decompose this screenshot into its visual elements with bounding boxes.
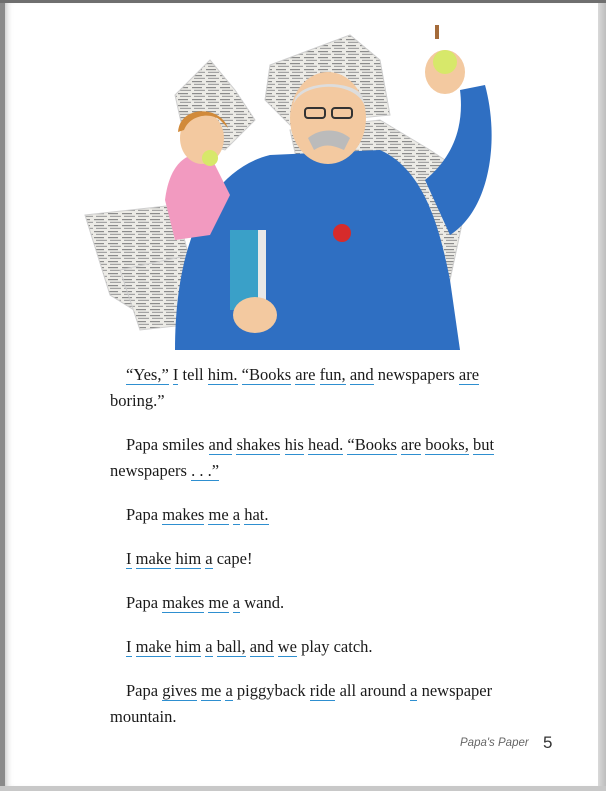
text-segment: piggyback: [232, 681, 310, 700]
highlighted-word[interactable]: a: [225, 681, 233, 700]
text-segment: Papa: [126, 681, 163, 700]
story-paragraph: [110, 590, 510, 616]
highlighted-word[interactable]: me: [201, 681, 222, 700]
highlighted-word[interactable]: make: [135, 549, 172, 568]
highlighted-word[interactable]: and: [208, 435, 233, 454]
highlighted-word[interactable]: but: [472, 435, 495, 454]
highlighted-word[interactable]: “Yes,”: [126, 365, 169, 384]
highlighted-word[interactable]: are: [458, 365, 480, 384]
highlighted-word[interactable]: him: [175, 637, 202, 656]
story-paragraph: [110, 362, 510, 414]
text-segment: [132, 637, 136, 656]
text-segment: cape!: [212, 549, 253, 568]
highlighted-word[interactable]: are: [401, 435, 422, 454]
story-text: [110, 362, 510, 748]
page-right-edge: [598, 3, 606, 791]
highlighted-word[interactable]: and: [249, 637, 274, 656]
page-bottom-edge: [0, 786, 606, 791]
highlighted-word[interactable]: a: [205, 637, 213, 656]
text-segment: wand.: [240, 593, 285, 612]
text-segment: [315, 365, 319, 384]
highlighted-word[interactable]: a: [232, 593, 241, 612]
highlighted-word[interactable]: head.: [307, 435, 344, 454]
story-paragraph: [110, 502, 510, 528]
highlighted-word[interactable]: a: [232, 505, 241, 524]
highlighted-word[interactable]: him.: [207, 365, 238, 384]
story-paragraph: [110, 634, 510, 660]
highlighted-word[interactable]: I: [126, 637, 132, 656]
text-segment: newspapers: [373, 365, 459, 384]
text-segment: [280, 435, 284, 454]
highlighted-word[interactable]: makes: [162, 505, 205, 524]
highlighted-word[interactable]: me: [208, 505, 229, 524]
story-paragraph: [110, 432, 510, 484]
highlighted-word[interactable]: make: [135, 637, 172, 656]
highlighted-word[interactable]: I: [126, 549, 132, 568]
highlighted-word[interactable]: makes: [162, 593, 205, 612]
highlighted-word[interactable]: fun,: [319, 365, 346, 384]
text-segment: Papa smiles: [126, 435, 209, 454]
highlighted-word[interactable]: him: [175, 549, 202, 568]
text-segment: all around: [335, 681, 411, 700]
highlighted-word[interactable]: gives: [162, 681, 198, 700]
highlighted-word[interactable]: shakes: [236, 435, 281, 454]
highlighted-word[interactable]: his: [284, 435, 304, 454]
highlighted-word[interactable]: books,: [425, 435, 469, 454]
illustration-papa-and-girl: [80, 20, 510, 350]
highlighted-word[interactable]: me: [208, 593, 229, 612]
highlighted-word[interactable]: “Books: [347, 435, 397, 454]
text-segment: Papa: [126, 505, 163, 524]
book-title: Papa's Paper: [460, 737, 529, 749]
highlighted-word[interactable]: are: [295, 365, 316, 384]
text-segment: Papa: [126, 593, 163, 612]
highlighted-word[interactable]: we: [277, 637, 297, 656]
text-segment: boring.”: [110, 391, 165, 410]
text-segment: [132, 549, 136, 568]
highlighted-word[interactable]: hat.: [244, 505, 269, 524]
story-paragraph: [110, 546, 510, 572]
page-number: 5: [543, 733, 553, 752]
highlighted-word[interactable]: and: [349, 365, 374, 384]
highlighted-word[interactable]: . . .”: [191, 461, 220, 480]
highlighted-word[interactable]: ball,: [216, 637, 246, 656]
highlighted-word[interactable]: I: [172, 365, 179, 384]
highlighted-word[interactable]: ride: [309, 681, 336, 700]
text-segment: play catch.: [296, 637, 373, 656]
text-segment: newspapers: [110, 461, 192, 480]
highlighted-word[interactable]: a: [205, 549, 213, 568]
highlighted-word[interactable]: a: [410, 681, 418, 700]
text-segment: newspaper mountain.: [110, 681, 493, 726]
text-segment: tell: [178, 365, 208, 384]
story-paragraph: [110, 678, 510, 730]
highlighted-word[interactable]: “Books: [241, 365, 292, 384]
